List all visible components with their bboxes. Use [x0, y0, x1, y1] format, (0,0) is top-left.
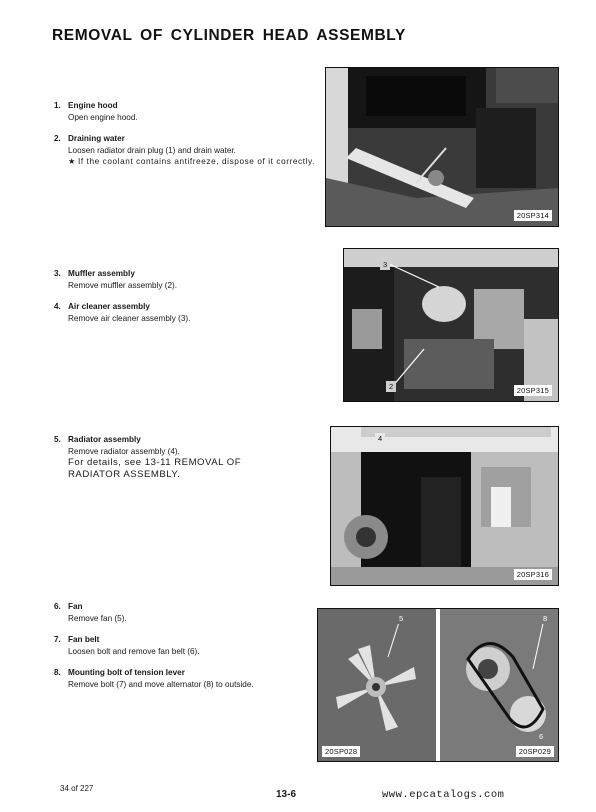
photo-engine-hood	[325, 67, 559, 227]
antifreeze-note	[54, 156, 316, 168]
photo-caption: 20SP315	[514, 385, 552, 396]
photo-radiator	[330, 426, 559, 586]
step-body: Remove air cleaner assembly (3).	[68, 313, 191, 323]
step-heading: Radiator assembly	[68, 435, 141, 444]
callout-3: 3	[380, 259, 390, 270]
step-number: 3.	[54, 269, 61, 278]
step-number: 6.	[54, 602, 61, 611]
step-heading: Mounting bolt of tension lever	[68, 668, 185, 677]
step-heading: Fan	[68, 602, 83, 611]
callout-5: 5	[396, 613, 406, 624]
photo-fan-and-belt	[317, 608, 559, 762]
page-title: REMOVAL OF CYLINDER HEAD ASSEMBLY	[52, 27, 406, 44]
photo-muffler	[343, 248, 559, 402]
step-number: 1.	[54, 101, 61, 110]
step-8	[54, 667, 316, 690]
photo-fan-and-belt-image	[318, 609, 558, 761]
callout-8: 8	[540, 613, 550, 624]
photo-muffler-image	[344, 249, 558, 401]
photo-caption: 20SP316	[514, 569, 552, 580]
step-heading: Air cleaner assembly	[68, 302, 150, 311]
step-1	[54, 100, 316, 123]
step-6	[54, 601, 316, 624]
step-number: 8.	[54, 668, 61, 677]
step-2	[54, 133, 316, 168]
step-number: 2.	[54, 134, 61, 143]
details-reference-cont: RADIATOR ASSEMBLY.	[68, 469, 181, 480]
step-body: Remove radiator assembly (4).	[68, 446, 180, 456]
step-number: 5.	[54, 435, 61, 444]
watermark-link[interactable]: www.epcatalogs.com	[382, 789, 505, 801]
callout-2: 2	[386, 381, 396, 392]
step-5	[54, 434, 324, 481]
photo-caption-right: 20SP029	[516, 746, 554, 757]
page-number: 13-6	[276, 789, 297, 800]
section-3-text	[54, 434, 324, 491]
step-heading: Engine hood	[68, 101, 118, 110]
step-body: Remove fan (5).	[68, 613, 127, 623]
section-2-text	[54, 268, 316, 334]
section-1-text	[54, 100, 316, 178]
note-text: If the coolant contains antifreeze, dispose of it correctly.	[78, 157, 316, 166]
star-icon: ★	[68, 157, 76, 166]
step-7	[54, 634, 316, 657]
step-heading: Fan belt	[68, 635, 100, 644]
step-number: 7.	[54, 635, 61, 644]
page-count: 34 of 227	[60, 784, 94, 793]
callout-6: 6	[536, 731, 546, 742]
step-heading: Draining water	[68, 134, 125, 143]
details-reference: For details, see 13-11 REMOVAL OF	[68, 457, 242, 468]
step-body: Loosen bolt and remove fan belt (6).	[68, 646, 200, 656]
step-body: Loosen radiator drain plug (1) and drain water.	[68, 145, 236, 155]
photo-caption-left: 20SP028	[322, 746, 360, 757]
step-heading: Muffler assembly	[68, 269, 135, 278]
photo-radiator-image	[331, 427, 558, 585]
step-body: Remove bolt (7) and move alternator (8) to outside.	[68, 679, 254, 689]
photo-engine-hood-image	[326, 68, 558, 226]
step-3	[54, 268, 316, 291]
step-body: Open engine hood.	[68, 112, 138, 122]
callout-4: 4	[375, 433, 385, 444]
step-body: Remove muffler assembly (2).	[68, 280, 178, 290]
section-4-text	[54, 601, 316, 700]
step-number: 4.	[54, 302, 61, 311]
step-4	[54, 301, 316, 324]
photo-caption: 20SP314	[514, 210, 552, 221]
